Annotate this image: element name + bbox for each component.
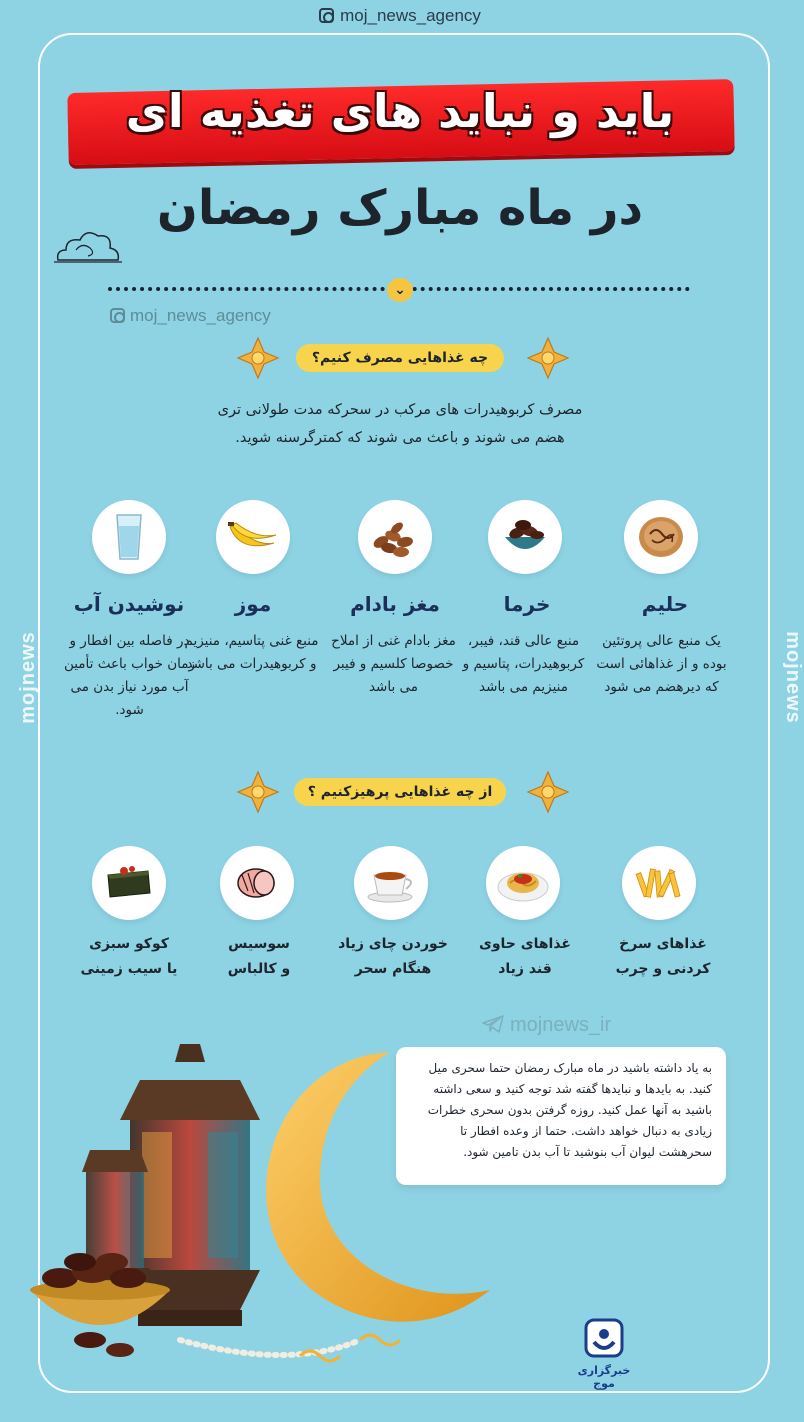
arabesque-ornament-icon [236, 770, 280, 814]
intro-text: مصرف کربوهیدرات های مرکب در سحرکه مدت طولانی تری هضم می شوند و باعث می شوند که کمترگرسنه شوید. [217, 402, 583, 446]
section-heading-eat: چه غذاهایی مصرف کنیم؟ [296, 344, 504, 372]
kuku-circle [92, 846, 166, 920]
food-desc-dates: منبع عالی قند، فیبر، کربوهیدرات، پتاسیم و منیزیم می باشد [462, 633, 585, 695]
avoid-item-sausage: سوسیس و کالباس [227, 936, 291, 977]
dates-bowl-icon [499, 511, 551, 563]
food-desc-water: در فاصله بین افطار و زمان خواب باعث تأمین آب مورد نیاز بدن می شود. [63, 633, 196, 718]
food-desc-almonds: مغز بادام غنی از املاح خصوصا کلسیم و فیبر می باشد [331, 633, 456, 695]
water-glass-icon [114, 512, 144, 562]
kuku-icon [104, 863, 154, 903]
almonds-icon [367, 512, 423, 562]
crescent-moon-icon [266, 1052, 490, 1322]
pasta-icon [496, 861, 550, 905]
pasta-circle [486, 846, 560, 920]
instagram-icon [319, 8, 334, 23]
moj-logo-icon [584, 1318, 624, 1358]
instagram-icon [110, 308, 125, 323]
avoid-item-sugar: غذاهای حاوی قند زیاد [479, 936, 571, 977]
sausage-circle [220, 846, 294, 920]
arabesque-ornament-icon [236, 336, 280, 380]
reminder-note: به یاد داشته باشید در ماه مبارک رمضان حتما سحری میل کنید. به بایدها و نبایدها گفته شد توجه کنید و سعی داشته باشید به آنها عمل کنید. روزه گرفتن بدون سحری خطرات زیادی به دنبال خواهد داشت. حتما از وعده افطار تا سحرهشت لیوان آب بنوشید تا آب بدن تامین شود. [396, 1047, 726, 1185]
haleem-bowl-icon [636, 512, 686, 562]
avoid-item-fried: غذاهای سرخ کردنی و چرب [615, 936, 711, 977]
tea-circle [354, 846, 428, 920]
dates-circle [488, 500, 562, 574]
food-title-dates: خرما [503, 592, 551, 616]
almonds-circle [358, 500, 432, 574]
chevron-down-icon: ⌄ [387, 278, 413, 302]
side-watermark-left: mojnews [16, 631, 39, 724]
cloud-ornament-icon [52, 226, 124, 266]
fries-icon [634, 863, 684, 903]
ramadan-illustration [30, 1040, 570, 1400]
haleem-circle [624, 500, 698, 574]
food-desc-banana: منبع غنی پتاسیم، منیزیم و کربوهیدرات می باشد [184, 633, 319, 672]
banana-circle [216, 500, 290, 574]
water-circle [92, 500, 166, 574]
food-title-haleem: حلیم [641, 592, 689, 616]
banana-icon [226, 517, 280, 557]
instagram-handle-inner: moj_news_agency [110, 306, 271, 326]
instagram-handle-top: moj_news_agency [0, 6, 800, 26]
avoid-item-tea: خوردن چای زیاد هنگام سحر [338, 936, 448, 977]
agency-logo [574, 1318, 634, 1390]
agency-name: خبرگزاری موج [577, 1364, 631, 1390]
avoid-item-kuku: کوکو سبزی یا سیب زمینی [80, 936, 178, 977]
side-watermark-right: mojnews [781, 631, 804, 724]
telegram-icon [482, 1015, 504, 1033]
food-title-banana: موز [234, 592, 272, 616]
page-subtitle: در ماه مبارک رمضان [156, 180, 644, 236]
arabesque-ornament-icon [526, 336, 570, 380]
page-title: باید و نباید های تغذیه ای [125, 84, 675, 138]
food-title-almonds: مغز بادام [350, 592, 440, 616]
tea-cup-icon [364, 861, 418, 905]
food-title-water: نوشیدن آب [73, 592, 185, 616]
telegram-handle: mojnews_ir [482, 1014, 611, 1037]
arabesque-ornament-icon [526, 770, 570, 814]
section-heading-avoid: از چه غذاهایی پرهیزکنیم ؟ [294, 778, 506, 806]
fries-circle [622, 846, 696, 920]
food-desc-haleem: یک منبع عالی پروتئین بوده و از غذاهائی است که دیرهضم می شود [596, 633, 727, 695]
sausage-icon [234, 863, 280, 903]
